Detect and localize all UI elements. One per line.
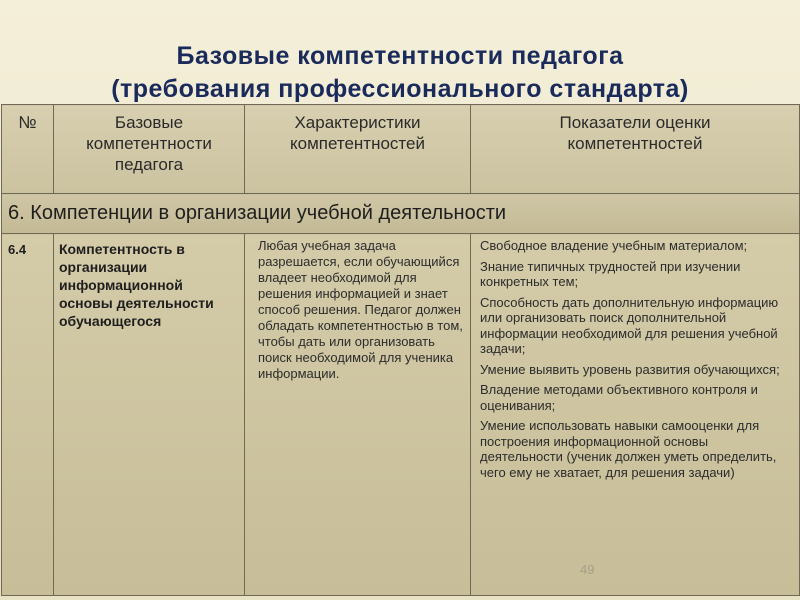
section-title: 6. Компетенции в организации учебной деятельности — [2, 194, 800, 234]
indicator-item: Свободное владение учебным материалом; — [480, 238, 748, 253]
indicator-item: Умение использовать навыки самооценки для построения информационной основы деятельности (ученик должен уметь определить, чего ему не хватает, для решения задачи) — [480, 418, 777, 480]
slide-title — [0, 40, 800, 106]
header-characteristics: Характеристики компетентностей — [245, 105, 471, 194]
competence-table — [1, 104, 800, 596]
table-row — [2, 234, 800, 596]
slide-title-line1: Базовые компетентности педагога — [176, 42, 624, 70]
header-competence: Базовые компетентности педагога — [54, 105, 245, 194]
table-header-row — [2, 105, 800, 194]
indicator-item: Владение методами объективного контроля и оценивания; — [480, 382, 758, 413]
row-competence: Компетентность в организации информационной основы деятельности обучающегося — [54, 234, 245, 596]
row-indicators — [471, 234, 800, 596]
header-indicators: Показатели оценки компетентностей — [471, 105, 800, 194]
page-number: 49 — [580, 562, 595, 577]
indicator-item: Способность дать дополнительную информацию или организовать поиск дополнительной информации необходимой для решения учебной задачи; — [480, 294, 779, 356]
indicator-item: Знание типичных трудностей при изучении конкретных тем; — [480, 258, 741, 289]
header-num: № — [2, 105, 54, 194]
table-section-row — [2, 194, 800, 234]
row-characteristics: Любая учебная задача разрешается, если обучающийся владеет необходимой для решения информацией и знает способ решения. Педагог должен обладать компетентностью в том, чтобы дать или организовать поиск необходимой для ученика информации. — [245, 234, 471, 596]
indicator-item: Умение выявить уровень развития обучающихся; — [480, 361, 780, 377]
row-num: 6.4 — [2, 234, 54, 596]
slide-title-line2: (требования профессионального стандарта) — [111, 75, 689, 103]
